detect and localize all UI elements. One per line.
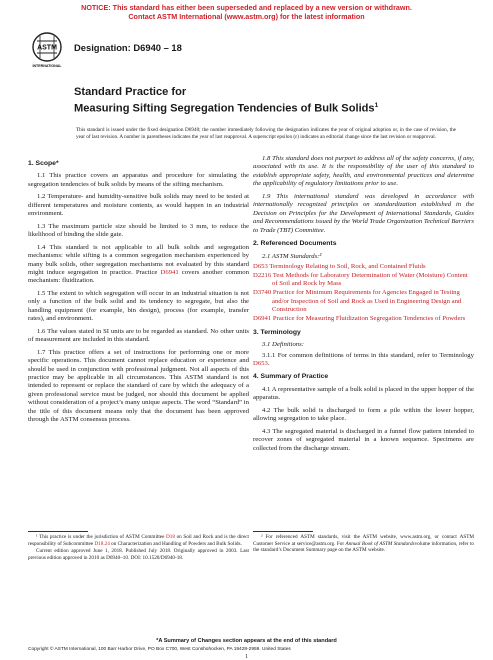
supersede-notice	[0, 4, 493, 21]
link-d6941-ref[interactable]: D6941	[253, 315, 272, 323]
astm-standards-subheading: 2.1 ASTM Standards:²	[262, 252, 322, 260]
paragraph-1-4: 1.4 This standard is not applicable to all bulk solids and segregation mechanisms: while sifting is a common segregation mechanism experienced by many bulk solids, other segregation mechanisms not evaluated by this standard might induce segregation in practice. Practice D6941 covers another common mechanism: fluidization.	[28, 243, 249, 285]
paragraph-1-6: 1.6 The values stated in SI units are to be regarded as standard. No other units of measurement are included in this standard.	[28, 327, 249, 344]
paragraph-1-9: 1.9 This international standard was developed in accordance with internationally recognized principles on standardization established in the Decision on Principles for the Development of International Standards, Guides and Recommendations issued by the World Trade Organization Technical Barriers to Trade (TBT) Committee.	[253, 192, 474, 234]
right-column	[253, 155, 474, 457]
paragraph-3-1-1: 3.1.1 For common definitions of terms in this standard, refer to Terminology D653.	[253, 351, 474, 368]
title-line-2: Measuring Sifting Segregation Tendencies of Bulk Solids$^1$	[74, 102, 379, 116]
copyright-line: Copyright © ASTM International, 100 Barr Harbor Drive, PO Box C700, West Conshohocken, PA 19428-2959. United States	[28, 647, 291, 652]
paragraph-1-5: 1.5 The extent to which segregation will occur in an industrial situation is not only a function of the bulk solid and its tendency to segregate, but also the handling equipment (for example, bin design), process (for example, transfer rates), and environment.	[28, 289, 249, 323]
paragraph-1-3: 1.3 The maximum particle size should be limited to 3 mm, to reduce the likelihood of binding the slide gate.	[28, 222, 249, 239]
link-d653[interactable]: D653	[253, 262, 268, 270]
paragraph-4-1: 4.1 A representative sample of a bulk solid is placed in the upper hopper of the apparatus.	[253, 385, 474, 402]
footnote-rule-right	[253, 531, 313, 532]
title-footnote-mark: 1	[374, 102, 379, 110]
paragraph-4-3: 4.3 The segregated material is discharged in a funnel flow pattern intended to recover zones of segregated material in a known sequence. Specimens are collected from the discharge stream.	[253, 427, 474, 452]
logo-text: ASTM	[37, 44, 57, 52]
link-d2216[interactable]: D2216	[253, 271, 272, 279]
footnote-2: ² For referenced ASTM standards, visit the ASTM website, www.astm.org, or contact ASTM Customer Service at service@astm.org. For Annual Book of ASTM Standardsvolume information, refer to the standard’s Document Summary page on the ASTM website.	[253, 534, 474, 554]
referenced-documents-heading: 2. Referenced Documents	[253, 240, 337, 248]
paragraph-1-1: 1.1 This practice covers an apparatus and procedure for simulating the segregation tendencies of bulk solids by means of the sifting mechanism.	[28, 172, 249, 188]
link-d18-24[interactable]: D18.24	[94, 540, 110, 547]
paragraph-4-2: 4.2 The bulk solid is discharged to form a pile within the lower hopper, allowing segregation to take place.	[253, 406, 474, 423]
logo-subtext: INTERNATIONAL	[32, 64, 62, 68]
scope-heading: 1. Scope*	[28, 160, 59, 167]
link-d6941[interactable]: D6941	[160, 268, 179, 276]
issued-note: This standard is issued under the fixed designation D6940; the number immediately following the designation indicates the year of original adoption or, in the case of revision, the year of last revision. A number in parentheses indicates the year of last reapproval. A superscript epsilon (ε) indicates an editorial change since the last revision or reapproval.	[76, 127, 456, 140]
designation: Designation: D6940 – 18	[74, 42, 182, 53]
link-d3740[interactable]: D3740	[253, 289, 272, 297]
reference-item: D653 Terminology Relating to Soil, Rock, and Contained Fluids	[253, 262, 426, 270]
footnote-1: ¹ This practice is under the jurisdiction of ASTM Committee D18 on Soil and Rock and is the direct responsibility of Subcommittee D18.24 on Characterization and Handling of Powders and Bulk Solids. Current edition approved June 1, 2018. Published July 2018. Originally approved in 2003. Last previous edition approved in 2010 as D6940–10. DOI: 10.1520/D6940-18.	[28, 534, 249, 561]
terminology-heading: 3. Terminology	[253, 328, 301, 336]
notice-line-1: NOTICE: This standard has either been superseded and replaced by a new version or withdrawn.	[81, 3, 412, 12]
paragraph-1-2: 1.2 Temperature- and humidity-sensitive bulk solids may need to be tested at different temperatures and moisture contents, as would happen in an industrial environment.	[28, 193, 249, 218]
reference-item: D2216 Test Methods for Laboratory Determination of Water (Moisture) Content of Soil and Rock by Mass	[253, 271, 468, 288]
link-d653-term[interactable]: D653	[253, 360, 268, 368]
summary-of-changes-note: *A Summary of Changes section appears at the end of this standard	[156, 638, 337, 644]
page-number: 1	[245, 654, 248, 660]
astm-international-logo-icon	[31, 31, 63, 69]
footnote-1-edition: Current edition approved June 1, 2018. Published July 2018. Originally approved in 2003. Last previous edition approved in 2010 as D6940–10. DOI: 10.1520/D6940-18.	[28, 548, 249, 561]
link-d18[interactable]: D18	[166, 534, 175, 540]
left-column	[28, 155, 249, 429]
summary-of-practice-heading: 4. Summary of Practice	[253, 373, 329, 381]
footnote-rule-left	[28, 531, 88, 532]
title-line-1: Standard Practice for	[74, 86, 187, 98]
document-title	[74, 86, 378, 117]
notice-line-2: Contact ASTM International (www.astm.org) for the latest information	[128, 11, 365, 21]
reference-item: D6941 Practice for Measuring Fluidization Segregation Tendencies of Powders	[253, 315, 466, 323]
paragraph-1-7: 1.7 This practice offers a set of instructions for performing one or more specific operations. This document cannot replace education or experience and should be used in conjunction with professional judgment. Not all aspects of this practice may be applicable in all circumstances. This ASTM standard is not intended to represent or replace the standard of care by which the adequacy of a given professional service must be judged, nor should this document be applied without consideration of a project’s many unique aspects. The word “Standard” in the title of this document means only that the document has been approved through the ASTM consensus process.	[28, 348, 249, 424]
definitions-subheading: 3.1 Definitions:	[262, 341, 304, 349]
paragraph-1-8: 1.8 This standard does not purport to address all of the safety concerns, if any, associated with its use. It is the responsibility of the user of this standard to establish appropriate safety, health, and environmental practices and determine the applicability of regulatory limitations prior to use.	[253, 155, 474, 188]
reference-item: D3740 Practice for Minimum Requirements for Agencies Engaged in Testing and/or Inspection of Soil and Rock as Used in Engineering Design and Construction	[253, 289, 462, 314]
